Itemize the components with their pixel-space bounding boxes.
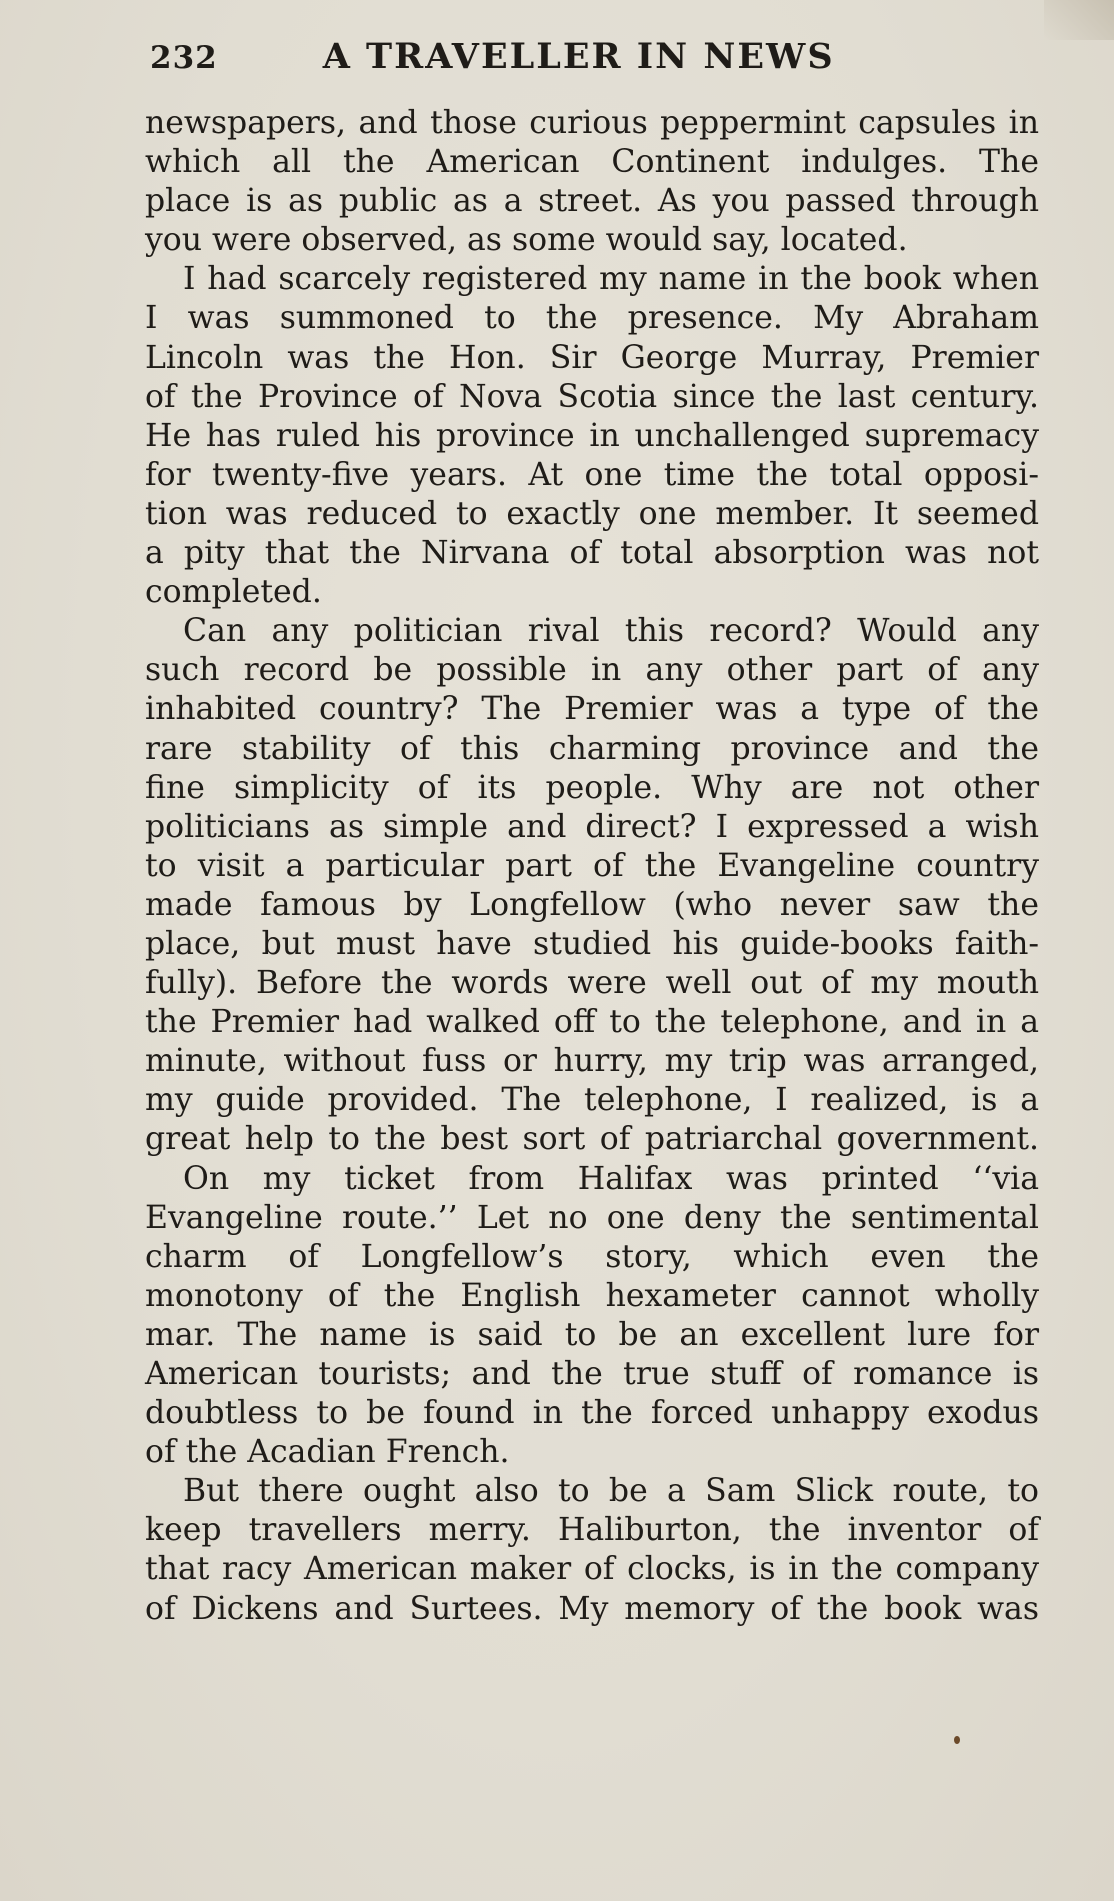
text-line: On my ticket from Halifax was printed ‘‘via — [183, 1160, 1039, 1197]
text-line: charm of Longfellow’s story, which even the — [145, 1238, 1039, 1275]
page-corner-shadow — [1044, 0, 1114, 40]
text-line: the Premier had walked off to the telephone, and in a — [145, 1004, 1039, 1041]
text-line: American tourists; and the true stuff of romance is — [145, 1356, 1039, 1392]
text-line: fully). Before the words were well out of my mouth — [145, 965, 1039, 1002]
text-line: But there ought also to be a Sam Slick route, to — [183, 1473, 1039, 1510]
text-line: of Dickens and Surtees. My memory of the book was — [145, 1590, 1039, 1627]
text-line: place is as public as a street. As you passed through — [145, 183, 1039, 220]
text-line: Evangeline route.’’ Let no one deny the sentimental — [145, 1199, 1039, 1236]
text-line: tion was reduced to exactly one member. It seemed — [145, 495, 1039, 532]
text-line: newspapers, and those curious peppermint capsules in — [145, 105, 1039, 141]
text-line: politicians as simple and direct? I expressed a wish — [145, 808, 1039, 845]
running-title: A TRAVELLER IN NEWS — [322, 36, 835, 77]
text-line: completed. — [145, 574, 322, 611]
text-line: of the Acadian French. — [145, 1434, 510, 1471]
text-line: inhabited country? The Premier was a type of the — [145, 691, 1039, 728]
text-line: minute, without fuss or hurry, my trip was arranged, — [145, 1043, 1039, 1080]
text-line: you were observed, as some would say, located. — [145, 222, 908, 259]
text-line: that racy American maker of clocks, is in the company — [145, 1551, 1039, 1588]
text-line: monotony of the English hexameter cannot wholly — [145, 1277, 1039, 1314]
text-line: made famous by Longfellow (who never saw the — [145, 886, 1039, 923]
paper-speck — [954, 1736, 960, 1744]
text-line: I had scarcely registered my name in the book when — [183, 261, 1039, 298]
text-line: place, but must have studied his guide-books faith- — [145, 925, 1039, 962]
text-line: Can any politician rival this record? Would any — [183, 613, 1039, 650]
text-line: mar. The name is said to be an excellent lure for — [145, 1316, 1039, 1353]
text-line: of the Province of Nova Scotia since the last century. — [145, 378, 1039, 415]
page-number: 232 — [150, 40, 218, 76]
text-line: keep travellers merry. Haliburton, the inventor of — [145, 1512, 1039, 1549]
text-line: great help to the best sort of patriarchal government. — [145, 1121, 1039, 1158]
text-line: fine simplicity of its people. Why are not other — [145, 769, 1039, 806]
text-line: I was summoned to the presence. My Abraham — [145, 300, 1039, 337]
text-line: such record be possible in any other part of any — [145, 652, 1039, 689]
running-header — [150, 36, 1050, 80]
text-line: doubtless to be found in the forced unhappy exodus — [145, 1395, 1039, 1432]
text-line: rare stability of this charming province and the — [145, 730, 1039, 767]
text-line: for twenty-five years. At one time the total opposi- — [145, 456, 1039, 493]
body-text — [145, 104, 1039, 1629]
text-line: to visit a particular part of the Evangeline country — [145, 847, 1039, 884]
text-line: He has ruled his province in unchallenged supremacy — [145, 417, 1039, 454]
text-line: a pity that the Nirvana of total absorption was not — [145, 535, 1039, 572]
text-line: my guide provided. The telephone, I realized, is a — [145, 1082, 1039, 1119]
text-line: which all the American Continent indulges. The — [145, 144, 1039, 181]
text-line: Lincoln was the Hon. Sir George Murray, Premier — [145, 339, 1039, 376]
